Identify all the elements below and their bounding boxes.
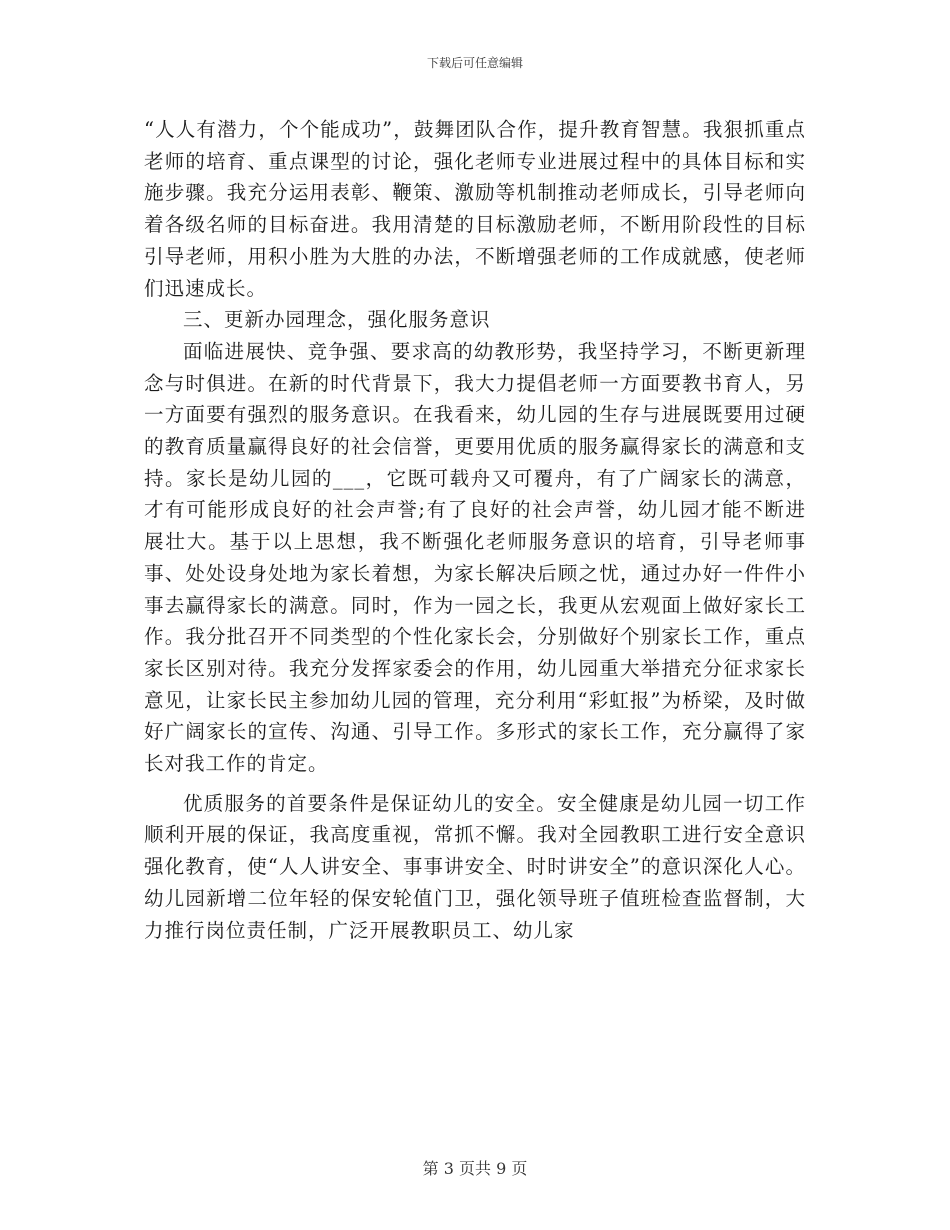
paragraph: 优质服务的首要条件是保证幼儿的安全。安全健康是幼儿园一切工作顺利开展的保证，我高度重视，常抓不懈。我对全园教职工进行安全意识强化教育，使“人人讲安全、事事讲安全、时时讲安全”的意识深化人心。幼儿园新增二位年轻的保安轮值门卫，强化领导班子值班检查监督制，大力推行岗位责任制，广泛开展教职员工、幼儿家 (144, 791, 806, 942)
document-body (144, 114, 806, 946)
section-heading: 三、更新办园理念，强化服务意识 (183, 308, 491, 332)
paragraph: 面临进展快、竞争强、要求高的幼教形势，我坚持学习，不断更新理念与时俱进。在新的时代背景下，我大力提倡老师一方面要教书育人，另一方面要有强烈的服务意识。在我看来，幼儿园的生存与进展既要用过硬的教育质量赢得良好的社会信誉，更要用优质的服务赢得家长的满意和支持。家长是幼儿园的___，它既可载舟又可覆舟，有了广阔家长的满意，才有可能形成良好的社会声誉;有了良好的社会声誉，幼儿园才能不断进展壮大。基于以上思想，我不断强化老师服务意识的培育，引导老师事事、处处设身处地为家长着想，为家长解决后顾之忧，通过办好一件件小事去赢得家长的满意。同时，作为一园之长，我更从宏观面上做好家长工作。我分批召开不同类型的个性化家长会，分别做好个别家长工作，重点家长区别对待。我充分发挥家委会的作用，幼儿园重大举措充分征求家长意见，让家长民主参加幼儿园的管理，充分利用“彩虹报”为桥梁，及时做好广阔家长的宣传、沟通、引导工作。多形式的家长工作，充分赢得了家长对我工作的肯定。 (144, 339, 806, 776)
paragraph-continued: “人人有潜力，个个能成功”，鼓舞团队合作，提升教育智慧。我狠抓重点老师的培育、重点课型的讨论，强化老师专业进展过程中的具体目标和实施步骤。我充分运用表彰、鞭策、激励等机制推动老师成长，引导老师向着各级名师的目标奋进。我用清楚的目标激励老师，不断用阶段性的目标引导老师，用积小胜为大胜的办法，不断增强老师的工作成就感，使老师们迅速成长。 (144, 118, 806, 300)
page-header: 下载后可任意编辑 (426, 56, 523, 70)
page-number: 第 3 页共 9 页 (422, 1159, 528, 1178)
